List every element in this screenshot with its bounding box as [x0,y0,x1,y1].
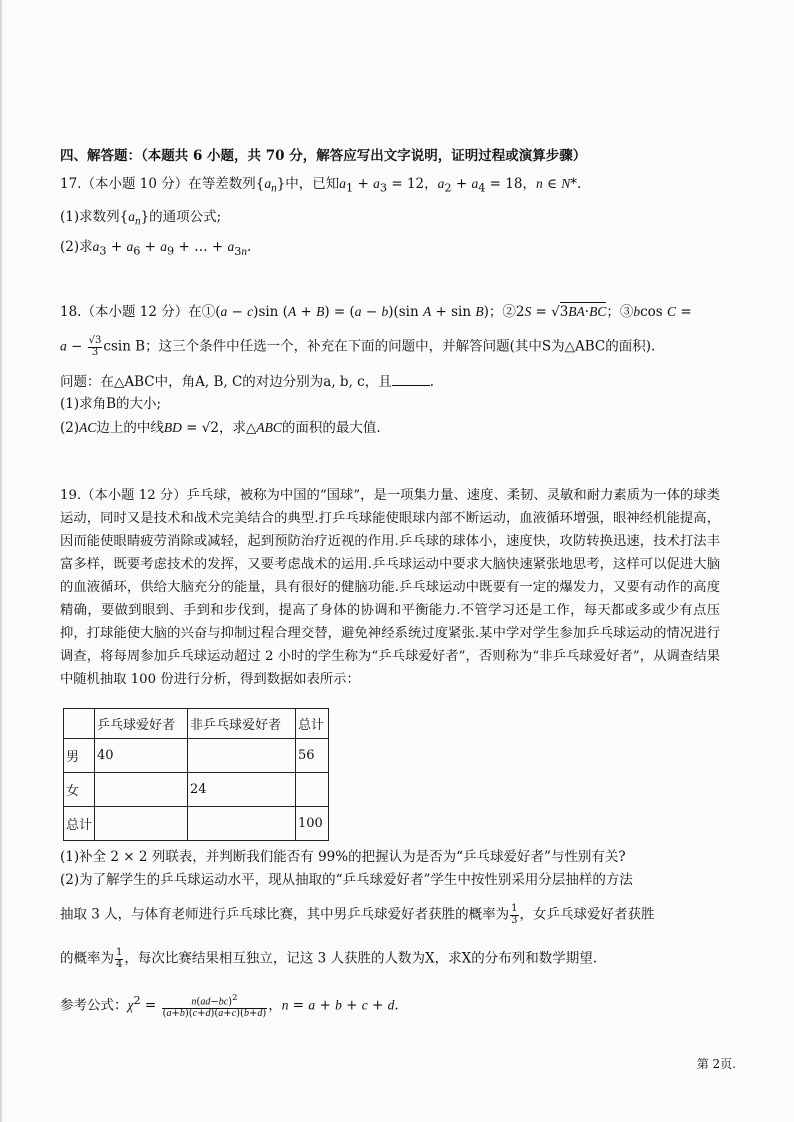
table-cell [95,773,188,807]
table-cell: 40 [95,739,188,773]
q19-part2-c: 的概率为 $\frac{1}{4}$ ，每次比赛结果相互独立，记这 3 人获胜的人数为X，求X的分布列和数学期望. [60,947,598,970]
q17-part2: (2)求$a_3 + a_6 + a_9$ + … + $a_{3n}$. [60,239,252,258]
q17-intro: 17.（本小题 10 分）在等差数列$\{a_n\}$中，已知$a_1 + a_3 = 12$，$a_2 + a_4 = 18$，n ∈ N*. [60,176,582,195]
contingency-table [63,708,329,841]
q18-part2: (2)AC边上的中线BD = √2，求△ABC的面积的最大值. [60,420,381,436]
table-header: 总计 [296,709,329,739]
reference-formula: 参考公式：$\chi^2$ = $\frac{n(ad-bc)^2}{(a+b)(c+d)(a+c)(b+d)}$ ，n = a + b + c + d. [60,992,399,1019]
table-header: 非乒乓球爱好者 [188,709,296,739]
table-cell [296,773,329,807]
table-cell: 56 [296,739,329,773]
q18-part1: (1)求角B的大小; [60,396,162,412]
answer-blank [392,374,430,386]
table-row [64,773,329,807]
q18-line1: 18.（本小题 12 分）在①(a − c)sin (A + B) = (a − b)(sin A + sin B)；②2S = √3BA·BC；③bcos C = [60,304,692,320]
page-number: 第 2页. [696,1057,736,1071]
table-cell: 24 [188,773,296,807]
q19-paragraph: 19.（本小题 12 分）乒乓球，被称为中国的“国球”，是一项集力量、速度、柔韧、灵敏和耐力素质为一体的球类运动，同时又是技术和战术完美结合的典型.打乒乓球能使眼球内部不断运动，血液循环增强，眼神经机能提高，因而能使眼睛疲劳消除或减轻，起到预防治疗近视的作用.乒乓球的球体小，速度快，攻防转换迅速，技术打法丰富多样，既要考虑技术的发挥，又要考虑战术的运用.乒乓球运动中要求大脑快速紧张地思考，这样可以促进大脑的血液循环，供给大脑充分的能量，具有很好的健脑功能.乒乓球运动中既要有一定的爆发力，又要有动作的高度精确，要做到眼到、手到和步伐到，提高了身体的协调和平衡能力.不管学习还是工作，每天都或多或少有点压抑，打球能使大脑的兴奋与抑制过程合理交替，避免神经系统过度紧张.某中学对学生参加乒乓球运动的情况进行调查，将每周参加乒乓球运动超过 2 小时的学生称为“乒乓球爱好者”，否则称为“非乒乓球爱好者”，从调查结果中随机抽取 100 份进行分析，得到数据如表所示： [60,488,720,687]
table-header: 乒乓球爱好者 [95,709,188,739]
table-cell: 男 [64,739,95,773]
table-cell [95,807,188,841]
q19-part1: (1)补全 2 × 2 列联表，并判断我们能否有 99%的把握认为是否为“乒乓球爱好者”与性别有关? [60,849,626,865]
male-win-probability: $\frac{1}{3}$ [511,903,518,926]
q17-part1: (1)求数列$\{a_n\}$的通项公式; [60,209,222,228]
table-header-row [64,709,329,739]
table-row [64,807,329,841]
q18-problem: 问题：在△ABC中，角A, B, C的对边分别为a, b, c，且 . [60,374,435,390]
scan-edge [0,0,2,1122]
table-cell: 女 [64,773,95,807]
table-cell [188,807,296,841]
section-heading: 四、解答题：（本题共 6 小题，共 70 分，解答应写出文字说明，证明过程或演算步骤） [60,148,587,164]
q18-line2: a − $\frac{√3}{3}$ csin B；这三个条件中任选一个，补充在下面的问题中，并解答问题(其中S为△ABC的面积). [60,335,656,358]
table-row [64,739,329,773]
table-cell: 100 [296,807,329,841]
q19-part2-b: 抽取 3 人，与体育老师进行乒乓球比赛，其中男乒乓球爱好者获胜的概率为 $\frac{1}{3}$ ，女乒乓球爱好者获胜 [60,903,655,926]
q19-part2-a: (2)为了解学生的乒乓球运动水平，现从抽取的“乒乓球爱好者”学生中按性别采用分层抽样的方法 [60,872,633,888]
table-cell [64,709,95,739]
female-win-probability: $\frac{1}{4}$ [116,947,123,970]
table-cell: 总计 [64,807,95,841]
table-cell [188,739,296,773]
